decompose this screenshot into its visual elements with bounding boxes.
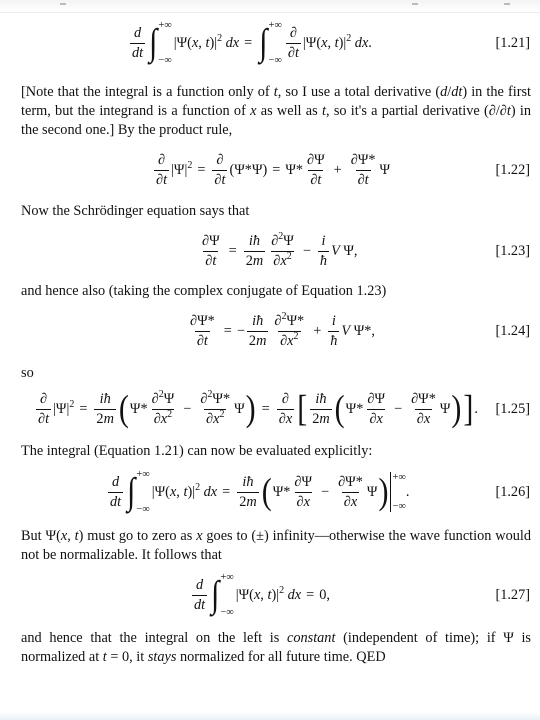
- integral-eval-text: The integral (Equation 1.21) can now be evaluated explicitly:: [21, 443, 373, 459]
- equation-1-21: $\frac{d}{dt}$ ∫ +∞ −∞ |Ψ(x, $t)|^2$ dx = ∫ +∞ −∞ $\frac{\partial}{\partial t}$ |Ψ(x, $t)|^2$ dx. [1.21]: [132, 20, 530, 66]
- equation-1-25: $\frac{\partial}{\partial t}$ $|\Psi|^2$ = $\frac{iħ}{2m}$ ( Ψ* $\frac{\partial^2\Psi}{\partial x^2}$ − $\frac{\partial^2\Psi*}{\partial x^2}$ Ψ ) = $\frac{\partial}{\partial x}$ [ $\frac{iħ}{2m}$ ( Ψ* $\frac{\partial\Psi}{\partial x}$ − $\frac{\partial\Psi*}{\partial x}$ Ψ ) ] . [1.25]: [38, 387, 530, 429]
- page-bottom-edge: [0, 712, 540, 720]
- schrodinger-text: Now the Schrödinger equation says that: [21, 203, 250, 219]
- equation-number: [1.24]: [495, 323, 530, 339]
- boundary-paragraph: But Ψ(x, t) must go to zero as x goes to (±) infinity—otherwise the wave function would not be normalizable. It follows that: [21, 528, 532, 563]
- conclusion-paragraph: and hence that the integral on the left is constant (independent of time); if Ψ is normalized at t = 0, it stays normalized for all future time. QED: [21, 630, 531, 665]
- page-top-edge: [0, 0, 540, 13]
- equation-1-24: $\frac{\partial\Psi*}{\partial t}$ = − $\frac{iħ}{2m}$ $\frac{\partial^2\Psi*}{\partial x^2}$ + $\frac{i}{ħ}$ V Ψ*, [1.24]: [190, 310, 530, 349]
- equation-number: [1.27]: [495, 587, 530, 603]
- equation-number: [1.26]: [495, 484, 530, 500]
- note-paragraph: [Note that the integral is a function only of t, so I use a total derivative (d/dt) in the first term, but the integrand is a function of x as well as t, so it's a partial derivative (∂/∂t) in the second one.] By the product rule,: [21, 84, 531, 138]
- equation-1-26: $\frac{d}{dt}$ ∫ +∞ −∞ |Ψ(x, $t)|^2$ dx = $\frac{iħ}{2m}$ ( Ψ* $\frac{\partial\Psi}{\partial x}$ − $\frac{\partial\Psi*}{\partial x}$ Ψ ) +∞ −∞ . [1.26]: [110, 469, 530, 515]
- equation-number: [1.23]: [495, 243, 530, 259]
- equation-number: [1.25]: [495, 401, 530, 417]
- equation-1-22: $\frac{\partial}{\partial t}$ $|\Psi|^2$ = $\frac{\partial}{\partial t}$ (Ψ*Ψ) = Ψ* $\frac{\partial\Psi}{\partial t}$ + $\frac{\partial\Psi*}{\partial t}$ Ψ [1.22]: [156, 151, 530, 188]
- so-text: so: [21, 365, 34, 381]
- equation-1-23: $\frac{\partial\Psi}{\partial t}$ = $\frac{iħ}{2m}$ $\frac{\partial^2\Psi}{\partial x^2}$ − $\frac{i}{ħ}$ V Ψ, [1.23]: [202, 230, 530, 269]
- equation-number: [1.21]: [495, 35, 530, 51]
- equation-number: [1.22]: [495, 162, 530, 178]
- conjugate-text: and hence also (taking the complex conjugate of Equation 1.23): [21, 283, 387, 299]
- equation-1-27: $\frac{d}{dt}$ ∫ +∞ −∞ |Ψ(x, $t)|^2$ dx = 0, [1.27]: [194, 572, 530, 618]
